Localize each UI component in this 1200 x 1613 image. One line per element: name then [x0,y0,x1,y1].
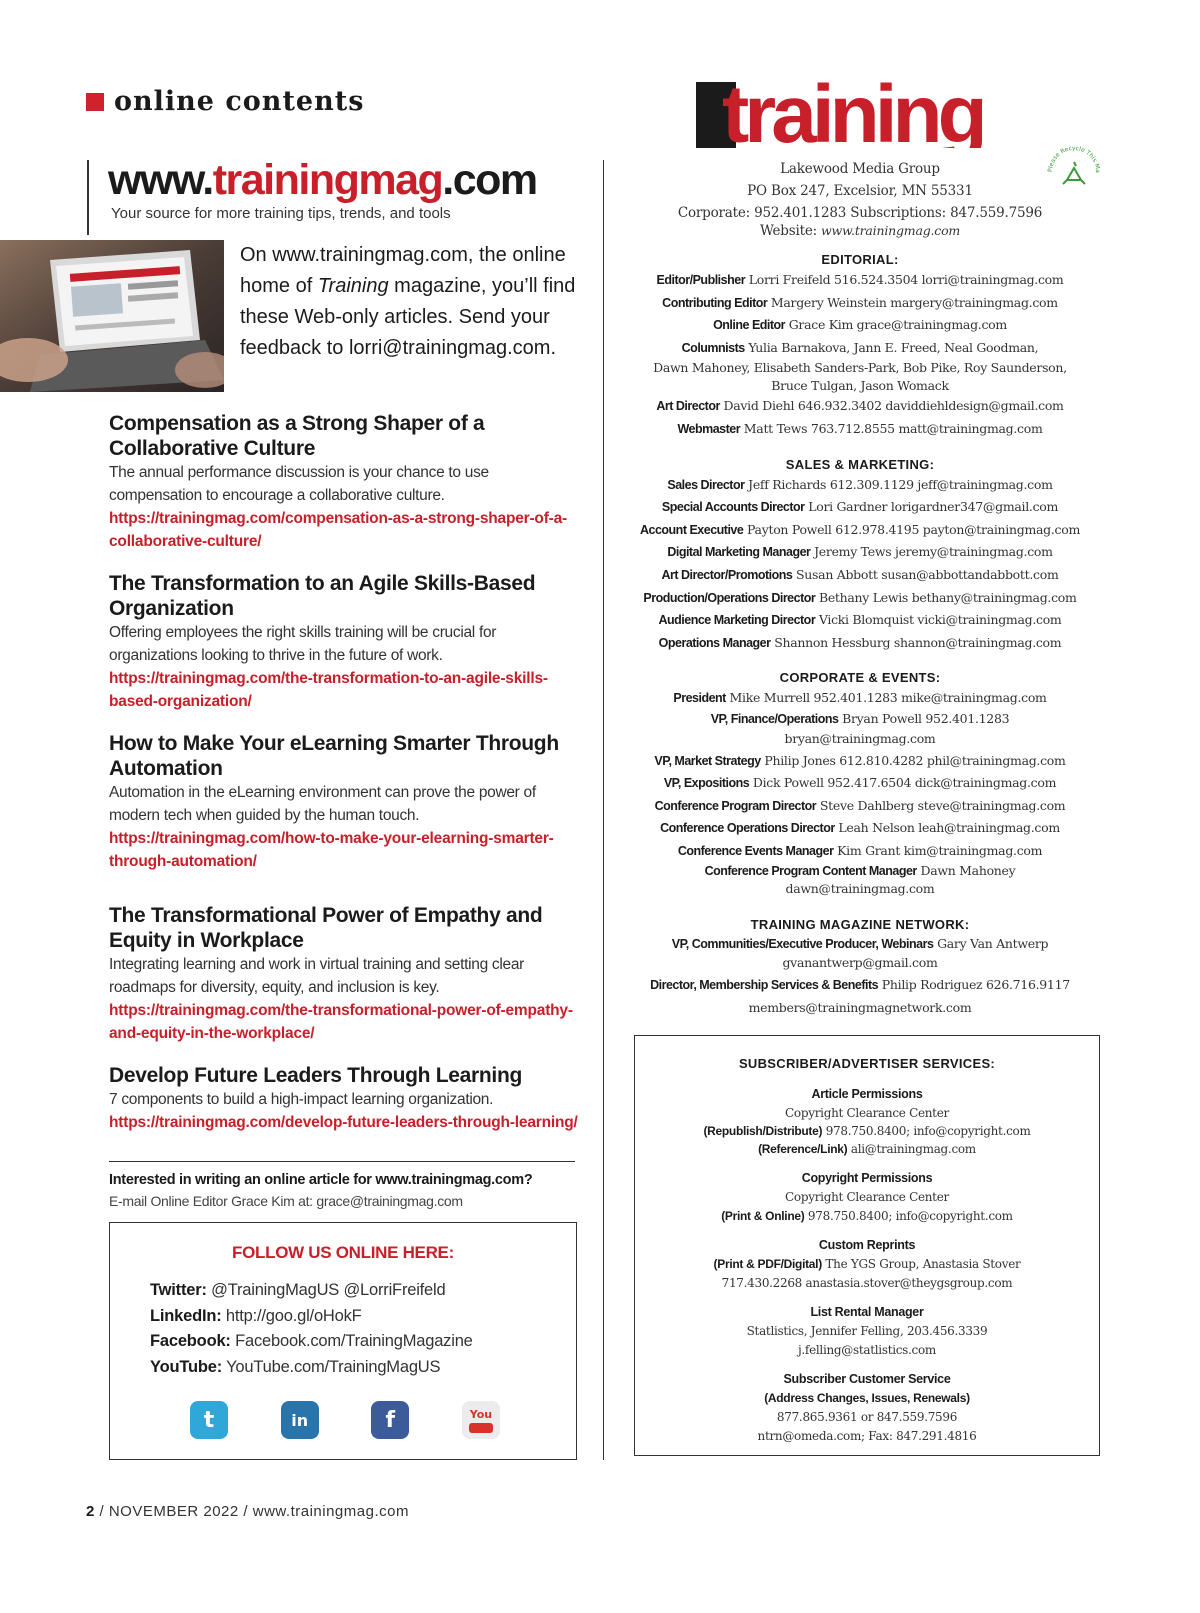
service-group-title: Custom Reprints [818,1238,916,1252]
left-vertical-rule [87,160,89,235]
staff-section-corporate [620,669,1100,898]
staff-row: Operations Manager Shannon Hessburg shannon@trainingmag.com [658,634,1062,650]
article-list [109,411,579,1150]
article-description: The annual performance discussion is your chance to use compensation to encourage a collaborative culture. [109,464,489,504]
site-title[interactable] [108,156,537,205]
article-title[interactable]: The Transformational Power of Empathy and Equity in Workplace [109,904,543,952]
facebook-icon[interactable]: f [371,1401,409,1439]
service-group-title: Copyright Permissions [801,1171,933,1185]
article-description: Offering employees the right skills training will be crucial for organizations looking to thrive in the future of work. [109,624,497,664]
red-square-marker [86,93,104,111]
staff-row: Conference Program Director Steve Dahlberg steve@trainingmag.com [654,797,1066,813]
article-item [109,731,579,873]
staff-row: Production/Operations Director Bethany Lewis bethany@trainingmag.com [643,589,1077,605]
publisher-phones: Corporate: 952.401.1283 Subscriptions: 847.559.7596 [677,205,1043,221]
service-group: Article Permissions Copyright Clearance Center (Republish/Distribute) 978.750.8400; info@copyright.com (Reference/Link) ali@trainingmag.com [635,1085,1099,1159]
article-item [109,571,579,713]
staff-row: Account Executive Payton Powell 612.978.4195 payton@trainingmag.com [639,521,1081,537]
staff-row: Special Accounts Director Lori Gardner lorigardner347@gmail.com [661,499,1059,515]
write-for-us-email[interactable]: E-mail Online Editor Grace Kim at: grace@trainingmag.com [109,1193,463,1209]
follow-us-title: FOLLOW US ONLINE HERE: [232,1243,454,1262]
staff-row: VP, Finance/Operations Bryan Powell 952.401.1283 [710,710,1010,726]
article-link[interactable]: https://trainingmag.com/compensation-as-a-strong-shaper-of-a-collaborative-culture/ [109,510,567,550]
article-link[interactable]: https://trainingmag.com/the-transformational-power-of-empathy-and-equity-in-the-workplace/ [109,1002,573,1042]
write-for-us-question: Interested in writing an online article for www.trainingmag.com? [109,1172,533,1188]
section-header [86,86,364,117]
staff-section-heading: TRAINING MAGAZINE NETWORK: [750,917,970,933]
staff-section-heading: CORPORATE & EVENTS: [779,670,941,686]
staff-row: members@trainingmagnetwork.com [748,1000,972,1016]
article-item [109,1063,579,1134]
services-heading: SUBSCRIBER/ADVERTISER SERVICES: [738,1056,996,1071]
staff-row: Conference Program Content Manager Dawn Mahoney [704,863,1016,879]
publisher-website[interactable]: www.trainingmag.com [821,223,961,238]
service-group-title: Article Permissions [811,1087,923,1101]
staff-row: President Mike Murrell 952.401.1283 mike@trainingmag.com [673,690,1047,706]
staff-row: Art Director David Diehl 646.932.3402 daviddiehldesign@gmail.com [656,398,1064,414]
follow-us-box [109,1222,577,1460]
page-number: 2 [86,1503,95,1520]
staff-directory [620,251,1100,1018]
article-description: Automation in the eLearning environment can prove the power of modern tech when guided by the human touch. [109,784,536,824]
staff-row: Conference Events Manager Kim Grant kim@trainingmag.com [677,842,1043,858]
staff-row: gvanantwerp@gmail.com [782,955,938,971]
staff-row: Columnists Yulia Barnakova, Jann E. Freed, Neal Goodman, [681,339,1039,355]
linkedin-icon[interactable]: in [281,1401,319,1439]
service-group: List Rental Manager Statlistics, Jennifer Felling, 203.456.3339 j.felling@statlistics.com [635,1303,1099,1360]
section-title: online contents [114,86,365,117]
article-title[interactable]: The Transformation to an Agile Skills-Based Organization [109,572,536,620]
staff-section-heading: EDITORIAL: [821,252,899,267]
article-title[interactable]: How to Make Your eLearning Smarter Through Automation [109,732,559,780]
staff-row: dawn@trainingmag.com [785,881,935,897]
social-icon-row [190,1401,500,1439]
staff-row: Webmaster Matt Tews 763.712.8555 matt@trainingmag.com [677,420,1043,436]
service-group: Copyright Permissions Copyright Clearance Center (Print & Online) 978.750.8400; info@copyright.com [635,1169,1099,1226]
laptop-photo [0,240,224,392]
site-suffix: .com [442,156,537,204]
staff-section-network [620,916,1100,1018]
page-footer: 2 / NOVEMBER 2022 / www.trainingmag.com [86,1503,409,1520]
service-group-title: Subscriber Customer Service [783,1372,951,1386]
staff-row: Editor/Publisher Lorri Freifeld 516.524.3504 lorri@trainingmag.com [656,272,1064,287]
intro-paragraph: On www.trainingmag.com, the online home of Training magazine, you’ll find these Web-only articles. Send your feedback to lorri@trainingmag.com. [240,244,576,359]
article-link[interactable]: https://trainingmag.com/develop-future-leaders-through-learning/ [109,1114,578,1131]
service-group: Custom Reprints (Print & PDF/Digital) The YGS Group, Anastasia Stover 717.430.2268 anastasia.stover@theygsgroup.com [635,1236,1099,1293]
staff-row: VP, Expositions Dick Powell 952.417.6504 dick@trainingmag.com [663,775,1057,791]
column-divider [603,160,604,1460]
social-link-youtube[interactable]: YouTube: YouTube.com/TrainingMagUS [150,1357,441,1376]
staff-row: Conference Operations Director Leah Nelson leah@trainingmag.com [660,820,1060,836]
publisher-info [620,158,1100,238]
staff-row: VP, Communities/Executive Producer, Webinars Gary Van Antwerp [671,936,1049,952]
publisher-website-line: Website: www.trainingmag.com [759,223,961,239]
twitter-icon[interactable]: t [190,1401,228,1439]
staff-row: Sales Director Jeff Richards 612.309.1129 jeff@trainingmag.com [667,476,1053,492]
site-tagline: Your source for more training tips, trends, and tools [111,205,451,222]
staff-row: Art Director/Promotions Susan Abbott susan@abbottandabbott.com [661,566,1059,582]
social-link-twitter[interactable]: Twitter: @TrainingMagUS @LorriFreifeld [150,1281,446,1299]
article-link[interactable]: https://trainingmag.com/how-to-make-your-elearning-smarter-through-automation/ [109,830,554,870]
article-title[interactable]: Develop Future Leaders Through Learning [109,1064,523,1087]
staff-section-heading: SALES & MARKETING: [785,456,935,472]
publisher-name: Lakewood Media Group [780,161,940,177]
service-group: Subscriber Customer Service (Address Changes, Issues, Renewals) 877.865.9361 or 847.559.7596 ntrn@omeda.com; Fax: 847.291.4816 [635,1370,1099,1446]
staff-section-editorial [620,251,1100,441]
staff-row: VP, Market Strategy Philip Jones 612.810.4282 phil@trainingmag.com [654,752,1066,768]
staff-row: Contributing Editor Margery Weinstein margery@trainingmag.com [662,294,1058,310]
training-logo [696,82,1032,148]
staff-row: Online Editor Grace Kim grace@trainingmag.com [713,317,1007,333]
staff-row: Director, Membership Services & Benefits Philip Rodriguez 626.716.9117 [650,977,1070,993]
staff-row: Dawn Mahoney, Elisabeth Sanders-Park, Bob Pike, Roy Saunderson, [653,360,1067,376]
divider-line [109,1161,575,1162]
publisher-address: PO Box 247, Excelsior, MN 55331 [747,183,973,199]
site-prefix: www. [108,156,213,204]
logo-text: training [722,82,983,148]
article-description: Integrating learning and work in virtual training and setting clear roadmaps for diversity, equity, and inclusion is key. [109,956,525,996]
article-link[interactable]: https://trainingmag.com/the-transformation-to-an-agile-skills-based-organization/ [109,670,548,710]
social-link-linkedin[interactable]: LinkedIn: http://goo.gl/oHokF [150,1306,362,1325]
social-link-list [150,1278,473,1380]
staff-section-sales [620,456,1100,655]
article-item [109,903,579,1045]
service-group-title: List Rental Manager [810,1305,924,1319]
svg-text:Please Recycle This Magazine: Please Recycle This Ma [1046,144,1102,174]
article-description: 7 components to build a high-impact learning organization. [109,1091,494,1108]
site-brand: trainingmag [212,156,443,204]
staff-row: Bruce Tulgan, Jason Womack [771,378,949,394]
subscriber-services-box [634,1035,1100,1456]
staff-row: Digital Marketing Manager Jeremy Tews jeremy@trainingmag.com [667,544,1053,560]
article-item [109,411,579,553]
staff-row: bryan@trainingmag.com [784,730,936,746]
social-link-facebook[interactable]: Facebook: Facebook.com/TrainingMagazine [150,1332,473,1350]
youtube-icon[interactable]: You [462,1401,500,1439]
article-title[interactable]: Compensation as a Strong Shaper of a Collaborative Culture [109,412,485,460]
staff-row: Audience Marketing Director Vicki Blomquist vicki@trainingmag.com [658,612,1062,628]
